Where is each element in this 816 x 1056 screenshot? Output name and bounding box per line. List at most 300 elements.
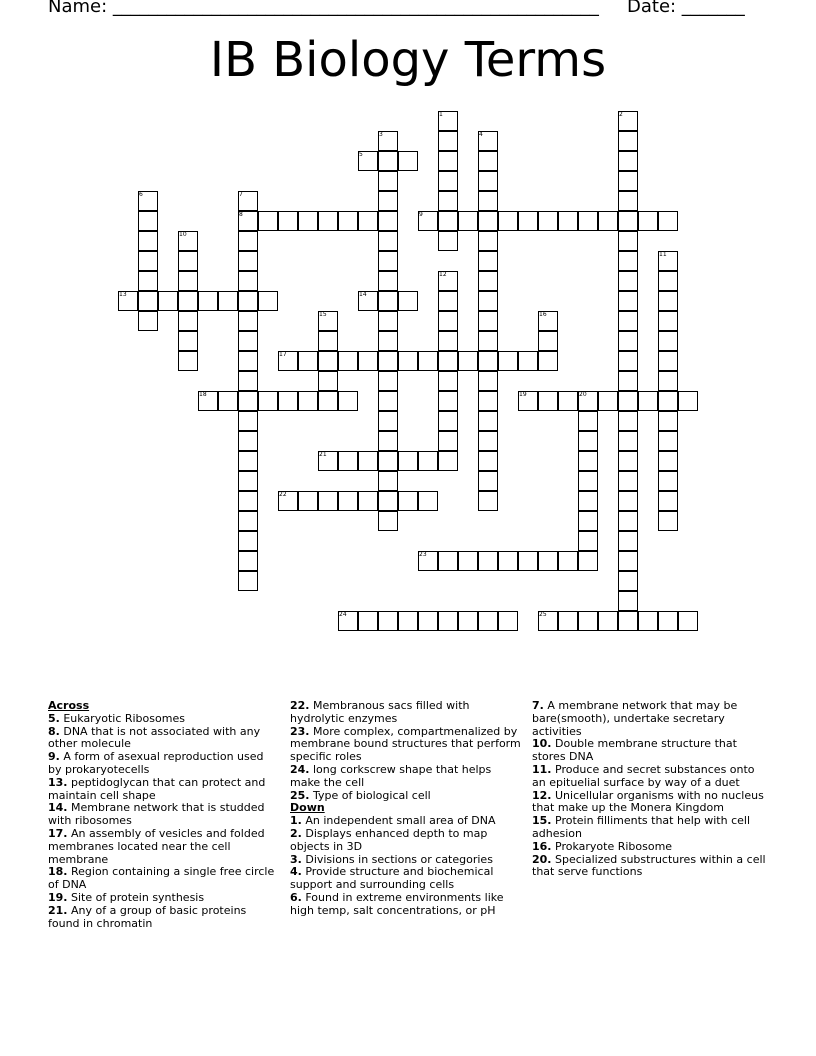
grid-cell[interactable] <box>618 151 638 171</box>
grid-cell[interactable] <box>538 331 558 351</box>
grid-cell[interactable] <box>238 271 258 291</box>
grid-cell[interactable] <box>258 291 278 311</box>
grid-cell[interactable] <box>618 411 638 431</box>
grid-cell[interactable] <box>398 151 418 171</box>
clue-number: 1. <box>290 814 302 828</box>
grid-cell[interactable] <box>338 211 358 231</box>
grid-cell[interactable] <box>538 391 558 411</box>
grid-cell[interactable] <box>378 351 398 371</box>
grid-cell[interactable] <box>378 471 398 491</box>
clue-number-label: 21 <box>319 451 327 458</box>
grid-cell[interactable] <box>558 611 578 631</box>
clue-number-label: 15 <box>319 311 327 318</box>
clue-number-label: 3 <box>379 131 383 138</box>
grid-cell[interactable] <box>138 251 158 271</box>
grid-cell[interactable] <box>618 491 638 511</box>
across-heading: Across <box>48 699 90 712</box>
clue-number: 12. <box>532 788 552 802</box>
clue-item <box>532 700 768 738</box>
grid-cell[interactable] <box>238 511 258 531</box>
grid-cell[interactable] <box>478 311 498 331</box>
grid-cell[interactable] <box>158 291 178 311</box>
clue-number: 2. <box>290 826 302 840</box>
clue-number-label: 16 <box>539 311 547 318</box>
grid-cell[interactable] <box>238 231 258 251</box>
clue-number: 3. <box>290 852 302 866</box>
grid-cell[interactable] <box>378 611 398 631</box>
clue-number: 10. <box>532 737 552 751</box>
clue-item <box>48 802 280 828</box>
grid-cell[interactable] <box>618 611 638 631</box>
grid-cell[interactable] <box>618 271 638 291</box>
grid-cell[interactable] <box>498 611 518 631</box>
grid-cell[interactable] <box>678 391 698 411</box>
grid-cell[interactable] <box>138 271 158 291</box>
grid-cell[interactable] <box>238 251 258 271</box>
grid-cell[interactable] <box>658 511 678 531</box>
grid-cell[interactable] <box>658 471 678 491</box>
clue-number-label: 20 <box>579 391 587 398</box>
grid-cell[interactable] <box>618 131 638 151</box>
grid-cell[interactable] <box>558 211 578 231</box>
clue-number: 7. <box>532 699 544 712</box>
clue-number: 22. <box>290 699 310 712</box>
clue-text: Region containing a single free circle of DNA <box>48 865 275 892</box>
grid-cell[interactable] <box>358 611 378 631</box>
grid-cell[interactable] <box>658 351 678 371</box>
clue-item <box>532 790 768 816</box>
grid-cell[interactable] <box>498 351 518 371</box>
grid-cell[interactable] <box>378 311 398 331</box>
grid-cell[interactable] <box>258 211 278 231</box>
grid-cell[interactable] <box>238 551 258 571</box>
grid-cell[interactable] <box>378 411 398 431</box>
grid-cell[interactable] <box>438 291 458 311</box>
grid-cell[interactable] <box>318 391 338 411</box>
grid-cell[interactable] <box>278 391 298 411</box>
grid-cell[interactable] <box>238 411 258 431</box>
clue-text: A form of asexual reproduction used by prokaryotecells <box>48 750 264 776</box>
grid-cell[interactable] <box>258 391 278 411</box>
clue-item <box>290 790 522 803</box>
grid-cell[interactable] <box>498 211 518 231</box>
grid-cell[interactable] <box>218 391 238 411</box>
clue-item <box>48 751 280 777</box>
grid-cell[interactable] <box>578 471 598 491</box>
grid-cell[interactable] <box>618 431 638 451</box>
grid-cell[interactable] <box>618 331 638 351</box>
clue-column-1 <box>48 700 280 930</box>
grid-cell[interactable] <box>378 231 398 251</box>
clue-number-label: 18 <box>199 391 207 398</box>
clue-text: Found in extreme environments like high temp, salt concentrations, or pH <box>290 890 504 917</box>
grid-cell[interactable] <box>178 251 198 271</box>
grid-cell[interactable] <box>418 611 438 631</box>
grid-cell[interactable] <box>478 411 498 431</box>
clue-text: peptidoglycan that can protect and maintain cell shape <box>48 775 266 802</box>
grid-cell[interactable] <box>598 611 618 631</box>
grid-cell[interactable] <box>418 491 438 511</box>
grid-cell[interactable] <box>378 511 398 531</box>
grid-cell[interactable] <box>478 271 498 291</box>
grid-cell[interactable] <box>618 171 638 191</box>
grid-cell[interactable] <box>138 311 158 331</box>
clue-number: 13. <box>48 775 68 789</box>
clue-text: Site of protein synthesis <box>71 890 205 904</box>
grid-cell[interactable] <box>658 271 678 291</box>
clue-item <box>290 700 522 726</box>
clue-item <box>48 726 280 752</box>
grid-cell[interactable] <box>378 451 398 471</box>
grid-cell[interactable] <box>238 451 258 471</box>
grid-cell[interactable] <box>618 371 638 391</box>
grid-cell[interactable] <box>578 411 598 431</box>
clue-number: 14. <box>48 801 68 815</box>
grid-cell[interactable] <box>438 371 458 391</box>
grid-cell[interactable] <box>478 371 498 391</box>
grid-cell[interactable] <box>438 171 458 191</box>
grid-cell[interactable] <box>578 511 598 531</box>
grid-cell[interactable] <box>238 291 258 311</box>
grid-cell[interactable] <box>318 371 338 391</box>
grid-cell[interactable] <box>238 371 258 391</box>
grid-cell[interactable] <box>378 491 398 511</box>
clue-number: 24. <box>290 762 310 776</box>
grid-cell[interactable] <box>178 271 198 291</box>
clue-text: Displays enhanced depth to map objects in 3D <box>290 826 488 853</box>
clue-number-label: 7 <box>239 191 243 198</box>
grid-cell[interactable] <box>538 211 558 231</box>
clue-number: 4. <box>290 865 302 879</box>
grid-cell[interactable] <box>238 431 258 451</box>
grid-cell[interactable] <box>598 391 618 411</box>
clue-number: 8. <box>48 724 60 738</box>
clue-text: Any of a group of basic proteins found in chromatin <box>48 903 247 930</box>
clue-text: Membranous sacs filled with hydrolytic enzymes <box>290 699 470 725</box>
grid-cell[interactable] <box>638 211 658 231</box>
grid-cell[interactable] <box>398 611 418 631</box>
grid-cell[interactable] <box>238 471 258 491</box>
grid-cell[interactable] <box>478 551 498 571</box>
clue-number-label: 14 <box>359 291 367 298</box>
clue-number-label: 17 <box>279 351 287 358</box>
clue-item <box>290 866 522 892</box>
clue-item <box>290 764 522 790</box>
grid-cell[interactable] <box>298 491 318 511</box>
grid-cell[interactable] <box>578 491 598 511</box>
clue-number-label: 10 <box>179 231 187 238</box>
grid-cell[interactable] <box>458 211 478 231</box>
clue-number-label: 12 <box>439 271 447 278</box>
grid-cell[interactable] <box>478 471 498 491</box>
clue-number-label: 22 <box>279 491 287 498</box>
clue-text: An independent small area of DNA <box>305 814 496 828</box>
clue-text: Produce and secret substances onto an epituelial surface by way of a duet <box>532 762 755 789</box>
clue-number: 17. <box>48 826 68 840</box>
clue-number-label: 23 <box>419 551 427 558</box>
clue-number-label: 19 <box>519 391 527 398</box>
grid-cell[interactable] <box>418 451 438 471</box>
grid-cell[interactable] <box>518 551 538 571</box>
clue-text: long corkscrew shape that helps make the cell <box>290 762 492 789</box>
grid-cell[interactable] <box>358 491 378 511</box>
clue-item <box>290 726 522 764</box>
grid-cell[interactable] <box>658 611 678 631</box>
grid-cell[interactable] <box>458 351 478 371</box>
clue-column-2 <box>290 700 522 918</box>
grid-cell[interactable] <box>378 211 398 231</box>
grid-cell[interactable] <box>298 351 318 371</box>
grid-cell[interactable] <box>438 411 458 431</box>
clue-number: 6. <box>290 890 302 904</box>
grid-cell[interactable] <box>618 531 638 551</box>
clue-text: Divisions in sections or categories <box>305 852 493 866</box>
grid-cell[interactable] <box>338 451 358 471</box>
clue-number-label: 8 <box>239 211 243 218</box>
grid-cell[interactable] <box>438 331 458 351</box>
grid-cell[interactable] <box>538 351 558 371</box>
grid-cell[interactable] <box>238 331 258 351</box>
clue-number-label: 25 <box>539 611 547 618</box>
grid-cell[interactable] <box>478 391 498 411</box>
clue-item <box>290 892 522 918</box>
grid-cell[interactable] <box>638 391 658 411</box>
grid-cell[interactable] <box>238 491 258 511</box>
grid-cell[interactable] <box>618 251 638 271</box>
grid-cell[interactable] <box>618 591 638 611</box>
grid-cell[interactable] <box>478 191 498 211</box>
grid-cell[interactable] <box>438 151 458 171</box>
grid-cell[interactable] <box>438 451 458 471</box>
grid-cell[interactable] <box>618 191 638 211</box>
grid-cell[interactable] <box>518 351 538 371</box>
grid-cell[interactable] <box>478 251 498 271</box>
grid-cell[interactable] <box>398 351 418 371</box>
down-heading: Down <box>290 801 325 815</box>
grid-cell[interactable] <box>658 451 678 471</box>
grid-cell[interactable] <box>238 351 258 371</box>
puzzle-title: IB Biology Terms <box>209 32 607 88</box>
grid-cell[interactable] <box>618 451 638 471</box>
grid-cell[interactable] <box>478 331 498 351</box>
clue-text: Provide structure and biochemical support and surrounding cells <box>290 865 494 892</box>
grid-cell[interactable] <box>318 491 338 511</box>
grid-cell[interactable] <box>618 391 638 411</box>
clue-item <box>290 828 522 854</box>
grid-cell[interactable] <box>478 611 498 631</box>
grid-cell[interactable] <box>318 211 338 231</box>
grid-cell[interactable] <box>618 571 638 591</box>
grid-cell[interactable] <box>618 291 638 311</box>
clue-number: 9. <box>48 750 60 764</box>
grid-cell[interactable] <box>558 551 578 571</box>
clue-item <box>48 828 280 866</box>
grid-cell[interactable] <box>478 171 498 191</box>
grid-cell[interactable] <box>318 351 338 371</box>
grid-cell[interactable] <box>238 391 258 411</box>
clue-item <box>532 764 768 790</box>
grid-cell[interactable] <box>438 211 458 231</box>
grid-cell[interactable] <box>238 311 258 331</box>
grid-cell[interactable] <box>658 411 678 431</box>
grid-cell[interactable] <box>658 291 678 311</box>
clue-text: Eukaryotic Ribosomes <box>63 711 185 725</box>
grid-cell[interactable] <box>338 351 358 371</box>
clue-text: Specialized substructures within a cell that serve functions <box>532 852 766 879</box>
grid-cell[interactable] <box>398 451 418 471</box>
grid-cell[interactable] <box>658 211 678 231</box>
grid-cell[interactable] <box>238 531 258 551</box>
grid-cell[interactable] <box>478 431 498 451</box>
grid-cell[interactable] <box>618 351 638 371</box>
grid-cell[interactable] <box>238 571 258 591</box>
clue-item <box>532 854 768 880</box>
grid-cell[interactable] <box>478 151 498 171</box>
grid-cell[interactable] <box>438 311 458 331</box>
grid-cell[interactable] <box>658 391 678 411</box>
grid-cell[interactable] <box>178 291 198 311</box>
grid-cell[interactable] <box>438 391 458 411</box>
grid-cell[interactable] <box>438 611 458 631</box>
grid-cell[interactable] <box>138 231 158 251</box>
grid-cell[interactable] <box>278 211 298 231</box>
grid-cell[interactable] <box>478 351 498 371</box>
clue-number-label: 13 <box>119 291 127 298</box>
grid-cell[interactable] <box>578 431 598 451</box>
clue-text: Membrane network that is studded with ribosomes <box>48 801 265 828</box>
clue-number: 11. <box>532 762 552 776</box>
grid-cell[interactable] <box>578 451 598 471</box>
grid-cell[interactable] <box>438 431 458 451</box>
grid-cell[interactable] <box>618 311 638 331</box>
grid-cell[interactable] <box>378 191 398 211</box>
grid-cell[interactable] <box>498 551 518 571</box>
grid-cell[interactable] <box>618 511 638 531</box>
clue-item <box>48 905 280 931</box>
clue-text: More complex, compartmenalized by membrane bound structures that perform specific roles <box>290 724 521 764</box>
grid-cell[interactable] <box>138 291 158 311</box>
grid-cell[interactable] <box>378 251 398 271</box>
grid-cell[interactable] <box>618 471 638 491</box>
grid-cell[interactable] <box>418 351 438 371</box>
grid-cell[interactable] <box>338 491 358 511</box>
clue-number-label: 1 <box>439 111 443 118</box>
grid-cell[interactable] <box>358 351 378 371</box>
clue-number: 20. <box>532 852 552 866</box>
grid-cell[interactable] <box>478 451 498 471</box>
clue-text: DNA that is not associated with any other molecule <box>48 724 261 751</box>
grid-cell[interactable] <box>578 551 598 571</box>
grid-cell[interactable] <box>378 291 398 311</box>
grid-cell[interactable] <box>298 211 318 231</box>
grid-cell[interactable] <box>578 531 598 551</box>
clue-text: Prokaryote Ribosome <box>555 839 673 853</box>
clue-item <box>48 777 280 803</box>
name-line: Name: ______________________________________________________ <box>48 0 599 17</box>
grid-cell[interactable] <box>658 371 678 391</box>
grid-cell[interactable] <box>178 311 198 331</box>
grid-cell[interactable] <box>618 231 638 251</box>
grid-cell[interactable] <box>618 551 638 571</box>
grid-cell[interactable] <box>578 611 598 631</box>
grid-cell[interactable] <box>398 291 418 311</box>
clue-number-label: 4 <box>479 131 483 138</box>
clue-number: 5. <box>48 711 60 725</box>
grid-cell[interactable] <box>178 331 198 351</box>
clue-text: Protein filliments that help with cell adhesion <box>532 814 751 840</box>
clue-item <box>532 815 768 841</box>
grid-cell[interactable] <box>358 451 378 471</box>
grid-cell[interactable] <box>538 551 558 571</box>
grid-cell[interactable] <box>658 311 678 331</box>
grid-cell[interactable] <box>658 431 678 451</box>
grid-cell[interactable] <box>478 211 498 231</box>
grid-cell[interactable] <box>358 211 378 231</box>
clue-number: 18. <box>48 865 68 879</box>
grid-cell[interactable] <box>438 191 458 211</box>
grid-cell[interactable] <box>478 291 498 311</box>
grid-cell[interactable] <box>378 431 398 451</box>
grid-cell[interactable] <box>458 611 478 631</box>
grid-cell[interactable] <box>378 391 398 411</box>
grid-cell[interactable] <box>438 131 458 151</box>
clue-text: Type of biological cell <box>313 788 431 802</box>
grid-cell[interactable] <box>578 211 598 231</box>
grid-cell[interactable] <box>438 551 458 571</box>
grid-cell[interactable] <box>618 211 638 231</box>
grid-cell[interactable] <box>638 611 658 631</box>
grid-cell[interactable] <box>318 331 338 351</box>
clue-number: 15. <box>532 814 552 828</box>
clue-number: 23. <box>290 724 310 738</box>
grid-cell[interactable] <box>178 351 198 371</box>
clue-text: Unicellular organisms with no nucleus that make up the Monera Kingdom <box>532 788 764 815</box>
grid-cell[interactable] <box>378 171 398 191</box>
grid-cell[interactable] <box>138 211 158 231</box>
grid-cell[interactable] <box>378 331 398 351</box>
grid-cell[interactable] <box>398 491 418 511</box>
grid-cell[interactable] <box>678 611 698 631</box>
grid-cell[interactable] <box>378 151 398 171</box>
date-line: Date: _______ <box>627 0 745 17</box>
clue-text: An assembly of vesicles and folded membranes located near the cell membrane <box>48 826 265 866</box>
grid-cell[interactable] <box>438 231 458 251</box>
grid-cell[interactable] <box>338 391 358 411</box>
grid-cell[interactable] <box>458 551 478 571</box>
clue-number: 19. <box>48 890 68 904</box>
grid-cell[interactable] <box>478 491 498 511</box>
clue-number-label: 24 <box>339 611 347 618</box>
grid-cell[interactable] <box>438 351 458 371</box>
grid-cell[interactable] <box>558 391 578 411</box>
clue-number-label: 2 <box>619 111 623 118</box>
grid-cell[interactable] <box>378 371 398 391</box>
clue-number-label: 9 <box>419 211 423 218</box>
grid-cell[interactable] <box>298 391 318 411</box>
grid-cell[interactable] <box>518 211 538 231</box>
grid-cell[interactable] <box>378 271 398 291</box>
grid-cell[interactable] <box>658 331 678 351</box>
clue-number-label: 6 <box>139 191 143 198</box>
grid-cell[interactable] <box>658 491 678 511</box>
grid-cell[interactable] <box>218 291 238 311</box>
clue-item <box>532 738 768 764</box>
grid-cell[interactable] <box>478 231 498 251</box>
clue-text: Double membrane structure that stores DNA <box>532 737 737 764</box>
grid-cell[interactable] <box>198 291 218 311</box>
clue-number-label: 11 <box>659 251 667 258</box>
grid-cell[interactable] <box>598 211 618 231</box>
